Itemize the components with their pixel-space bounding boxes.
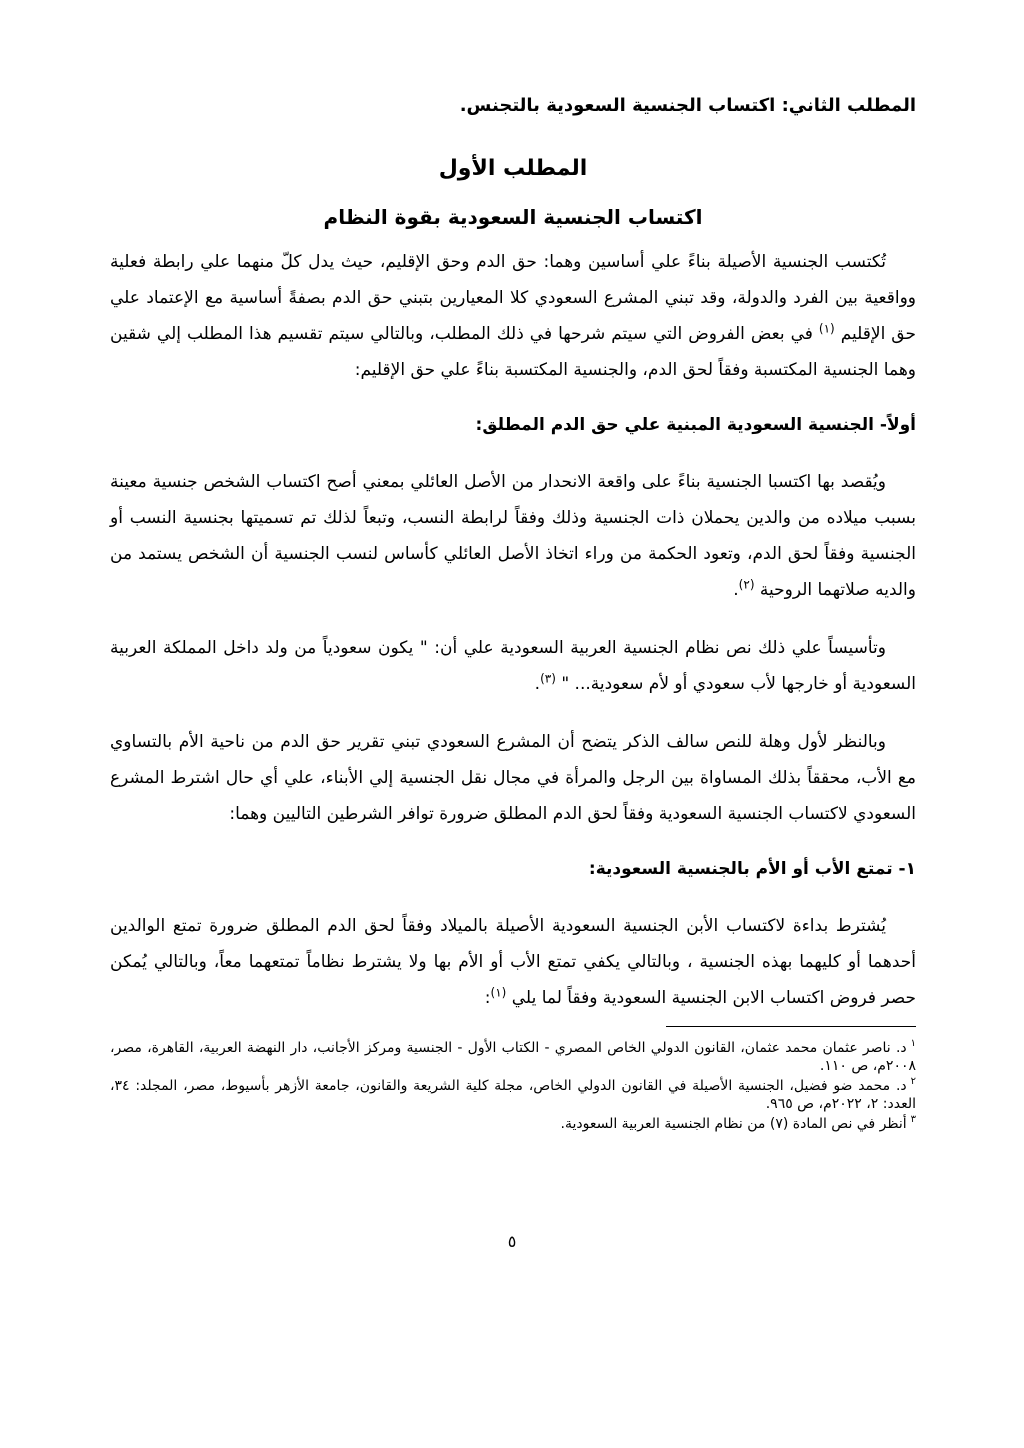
footnote-ref-1: (١) [818, 321, 835, 336]
intro-paragraph [110, 244, 916, 388]
paragraph-4-text-after: : [484, 988, 491, 1008]
paragraph-1-text-after: . [733, 580, 739, 600]
paragraph-2 [110, 630, 916, 702]
footnote-1 [110, 1039, 916, 1075]
intro-text-after: في بعض الفروض التي سيتم شرحها في ذلك المطلب، وبالتالي سيتم تقسيم هذا المطلب إلي شقين وهما الجنسية المكتسبة وفقاً لحق الدم، والجنسية المكتسبة بناءً علي حق الإقليم: [110, 324, 916, 380]
footnotes [110, 1039, 916, 1133]
paragraph-2-text-after: . [534, 674, 541, 694]
footnote-separator [666, 1026, 916, 1027]
toc-line: المطلب الثاني: اكتساب الجنسية السعودية بالتجنس. [459, 95, 916, 116]
footnote-1-number: ١ [910, 1038, 916, 1050]
footnote-ref-4: (١) [490, 985, 507, 1000]
footnote-3-number: ٣ [910, 1114, 916, 1126]
paragraph-1-text: ويُقصد بها اكتسبا الجنسية بناءً على واقعة الانحدار من الأصل العائلي بمعني أصح اكتساب الشخص جنسية معينة بسبب ميلاده من والدين يحملان ذات الجنسية وذلك وفقاً لرابطة النسب، وتبعاً لذلك تم تسميتها بجنسية النسب أو الجنسية وفقاً لحق الدم، وتعود الحكمة من وراء اتخاذ الأصل العائلي كأساس لنسب الجنسية أن الشخص يستمد من والديه صلاتهما الروحية [110, 472, 916, 600]
footnote-2-text: د. محمد ضو فضيل، الجنسية الأصيلة في القانون الدولي الخاص، مجلة كلية الشريعة والقانون، جامعة الأزهر بأسيوط، مصر، المجلد: ٣٤، العدد: ٢، ٢٠٢٢م، ص ٩٦٥. [110, 1078, 916, 1112]
footnote-3-text: أنظر في نص المادة (٧) من نظام الجنسية العربية السعودية. [560, 1116, 907, 1132]
subheading-parent-nationality: ١- تمتع الأب أو الأم بالجنسية السعودية: [588, 859, 916, 879]
footnote-3 [110, 1115, 916, 1133]
paragraph-1 [110, 464, 916, 608]
footnote-ref-2: (٢) [738, 577, 755, 592]
footnote-2 [110, 1077, 916, 1113]
paragraph-3: وبالنظر لأول وهلة للنص سالف الذكر يتضح أن المشرع السعودي تبني تقرير حق الدم من ناحية الأم بالتساوي مع الأب، محققاً بذلك المساواة بين الرجل والمرأة في مجال نقل الجنسية إلي الأبناء، علي أي حال اشترط المشرع السعودي لاكتساب الجنسية السعودية وفقاً لحق الدم المطلق ضرورة توافر الشرطين التاليين وهما: [110, 732, 916, 824]
subheading-blood-right: أولاً- الجنسية السعودية المبنية علي حق الدم المطلق: [475, 415, 916, 435]
paragraph-4-text: يُشترط بداءة لاكتساب الأبن الجنسية السعودية الأصيلة بالميلاد وفقاً لحق الدم المطلق ضرورة تمتع الوالدين أحدهما أو كليهما بهذه الجنسية ، وبالتالي يكفي تمتع الأب أو الأم بها ولا يشترط نظاماً تمتعهما معاً، وبالتالي يُمكن حصر فروض اكتساب الابن الجنسية السعودية وفقاً لما يلي [110, 916, 916, 1008]
intro-text: تُكتسب الجنسية الأصيلة بناءً علي أساسين وهما: حق الدم وحق الإقليم، حيث يدل كلّ منهما علي رابطة فعلية وواقعية بين الفرد والدولة، وقد تبني المشرع السعودي كلا المعيارين بتبني حق الدم بصفةً أساسية مع الإعتماد علي حق الإقليم [110, 252, 916, 344]
section-title: اكتساب الجنسية السعودية بقوة النظام [323, 205, 703, 229]
footnote-2-number: ٢ [910, 1076, 916, 1088]
footnote-1-text: د. ناصر عثمان محمد عثمان، القانون الدولي الخاص المصري - الكتاب الأول - الجنسية ومركز الأجانب، دار النهضة العربية، القاهرة، مصر، ٢٠٠٨م، ص ١١٠. [110, 1040, 916, 1074]
chapter-title: المطلب الأول [438, 156, 588, 181]
footnote-ref-3: (٣) [540, 671, 556, 686]
paragraph-4 [110, 908, 916, 1016]
paragraph-2-text: وتأسيساً علي ذلك نص نظام الجنسية العربية السعودية علي أن: " يكون سعودياً من ولد داخل المملكة العربية السعودية أو خارجها لأب سعودي أو لأم سعودية... " [110, 638, 916, 694]
page-number: ٥ [507, 1232, 517, 1251]
